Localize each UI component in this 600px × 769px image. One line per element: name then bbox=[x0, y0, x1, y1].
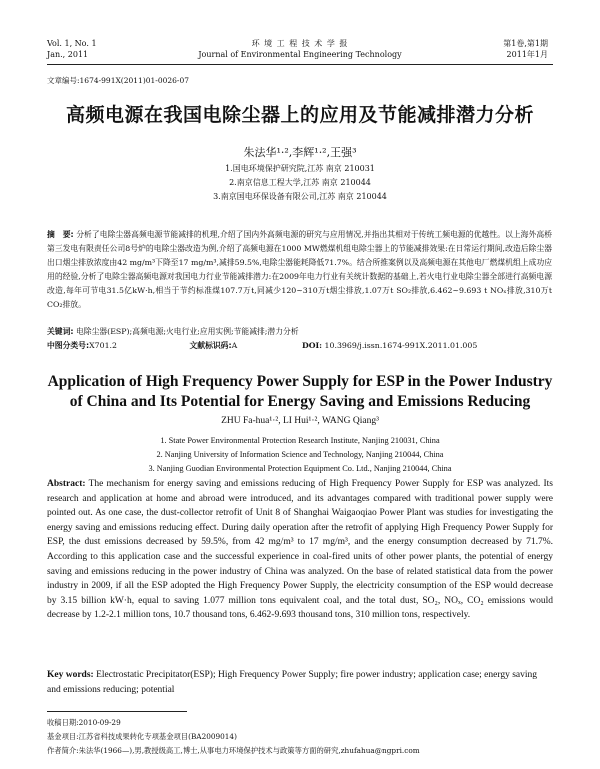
english-authors: ZHU Fa-hua¹·², LI Hui¹·², WANG Qiang³ bbox=[221, 416, 379, 426]
footnotes bbox=[47, 716, 553, 758]
classification-line bbox=[47, 339, 552, 352]
footnote-received: 收稿日期:2010-09-29 bbox=[47, 718, 121, 727]
issue-cn: 第1卷,第1期 bbox=[503, 39, 548, 48]
doc-code-label: 文献标识码: bbox=[189, 341, 232, 350]
chinese-authors: 朱法华¹·²,李辉¹·²,王强³ bbox=[243, 146, 357, 159]
chinese-abstract-label: 摘 要: bbox=[47, 230, 74, 239]
footnote-fund: 基金项目:江苏省科技成果转化专项基金项目(BA2009014) bbox=[47, 732, 237, 741]
journal-name-cn: 环 境 工 程 技 术 学 报 bbox=[251, 39, 349, 48]
chinese-affiliations bbox=[0, 162, 600, 204]
chinese-affiliation: 3.南京国电环保设备有限公司,江苏 南京 210044 bbox=[213, 192, 387, 201]
issue-date-en: Jan., 2011 bbox=[47, 50, 89, 59]
english-affiliations bbox=[0, 434, 600, 476]
chinese-keywords-text: 电除尘器(ESP);高频电源;火电行业;应用实例;节能减排;潜力分析 bbox=[76, 327, 299, 336]
chinese-abstract-text: 分析了电除尘器高频电源节能减排的机理,介绍了国内外高频电源的研究与应用情况,并指出其相对于传统工频电源的优越性。以上海外高桥第三发电有限责任公司8号炉的电除尘器改造为例,介绍了高频电源在1000 MW燃煤机组电除尘器上的节能减排效果:在日常运行期间,改造后除尘器出口烟尘排放浓度由42 mg/m³下降至17 mg/m³,减排59.5%,电除尘器能耗降低71.7%。结合所推案例以及高频电源在其他电厂燃煤机组上成功应用的经验,分析了电除尘器高频电源对我国电力行业节能减排潜力:在2009年电力行业有关统计数据的基础上,若火电行业电除尘器全部进行高频电源改造,每年可节电31.5亿kW·h,相当于节约标准煤107.7万t,同减少120~310万t烟尘排放,1.07万t SO₂排放,6.462~9.693 t NOₓ排放,310万t CO₂排放。 bbox=[47, 230, 553, 309]
chinese-keywords-label: 关键词: bbox=[47, 327, 74, 336]
english-abstract-text: The mechanism for energy saving and emissions reducing of High Frequency Power Supply for ESP was analyzed. Its research and application at home and abroad were introduced, and its advantages compared with traditional power supply were pointed out. As one case, the dust-collector retrofit of Unit 8 of Shanghai Waigaoqiao Power Plant was studies for investigating the energy saving and emissions reducing effect. During daily operation after the retrofit of applying High Frequency Power Supply for ESP, the dust emissions decreased by 59.5%, from 42 mg/m³ to 17 mg/m³, and the energy consumption decreased by 71.7%. According to this application case and the successful experience in coal-fired units of other power plants, the potential of energy saving and emissions reducing in the power industry of China was analyzed. On the base of related statistical data from the power industry in 2009, if all the ESP adopted the High Frequency Power Supply, the electricity consumption of the ESP would decrease by 3.15 billion kW·h, equal to saving 1.077 million tons equivalent coal, and the total dust, SO₂, NOₓ, CO₂ emissions would decrease by 1.2-2.1 million tons, 10.7 thousand tons, 6.462-9.693 thousand tons, 310 million tons, respectively. bbox=[47, 479, 553, 621]
running-header-right bbox=[503, 38, 548, 60]
clc-code: X701.2 bbox=[89, 341, 117, 350]
volume-info: Vol. 1, No. 1 bbox=[47, 39, 97, 48]
english-abstract-label: Abstract: bbox=[47, 479, 86, 489]
article-number: 文章编号:1674-991X(2011)01-0026-07 bbox=[47, 76, 189, 85]
header-rule bbox=[47, 64, 553, 65]
chinese-affiliation: 1.国电环境保护研究院,江苏 南京 210031 bbox=[225, 164, 375, 173]
english-keywords bbox=[47, 668, 553, 697]
footnote-author: 作者简介:朱法华(1966—),男,教授级高工,博士,从事电力环境保护技术与政策等方面的研究,zhufahua@ngpri.com bbox=[47, 746, 420, 755]
clc-label: 中图分类号: bbox=[47, 341, 90, 350]
chinese-title: 高频电源在我国电除尘器上的应用及节能减排潜力分析 bbox=[65, 104, 534, 126]
english-title: Application of High Frequency Power Supply for ESP in the Power Industry of China and Its Potential for Energy Saving and Emissions Reducing bbox=[47, 373, 553, 410]
english-affiliation: 2. Nanjing University of Information Science and Technology, Nanjing 210044, China bbox=[156, 450, 444, 459]
chinese-keywords bbox=[47, 325, 552, 338]
english-affiliation: 3. Nanjing Guodian Environmental Protection Equipment Co. Ltd., Nanjing 210044, China bbox=[148, 464, 452, 473]
doi-label: DOI: bbox=[301, 341, 323, 350]
english-keywords-label: Key words: bbox=[47, 670, 94, 680]
doc-code: A bbox=[231, 341, 238, 350]
chinese-abstract bbox=[47, 228, 552, 312]
english-abstract bbox=[47, 477, 553, 623]
english-keywords-text: Electrostatic Precipitator(ESP); High Frequency Power Supply; fire power industry; application case; energy saving and emissions reducing; potential bbox=[47, 670, 538, 695]
footnote-rule bbox=[47, 711, 187, 712]
doi-value: 10.3969/j.issn.1674-991X.2011.01.005 bbox=[324, 341, 478, 350]
issue-date-cn: 2011年1月 bbox=[506, 50, 548, 59]
chinese-affiliation: 2.南京信息工程大学,江苏 南京 210044 bbox=[229, 178, 371, 187]
journal-name-en: Journal of Environmental Engineering Technology bbox=[198, 50, 402, 59]
english-affiliation: 1. State Power Environmental Protection Research Institute, Nanjing 210031, China bbox=[160, 436, 440, 445]
